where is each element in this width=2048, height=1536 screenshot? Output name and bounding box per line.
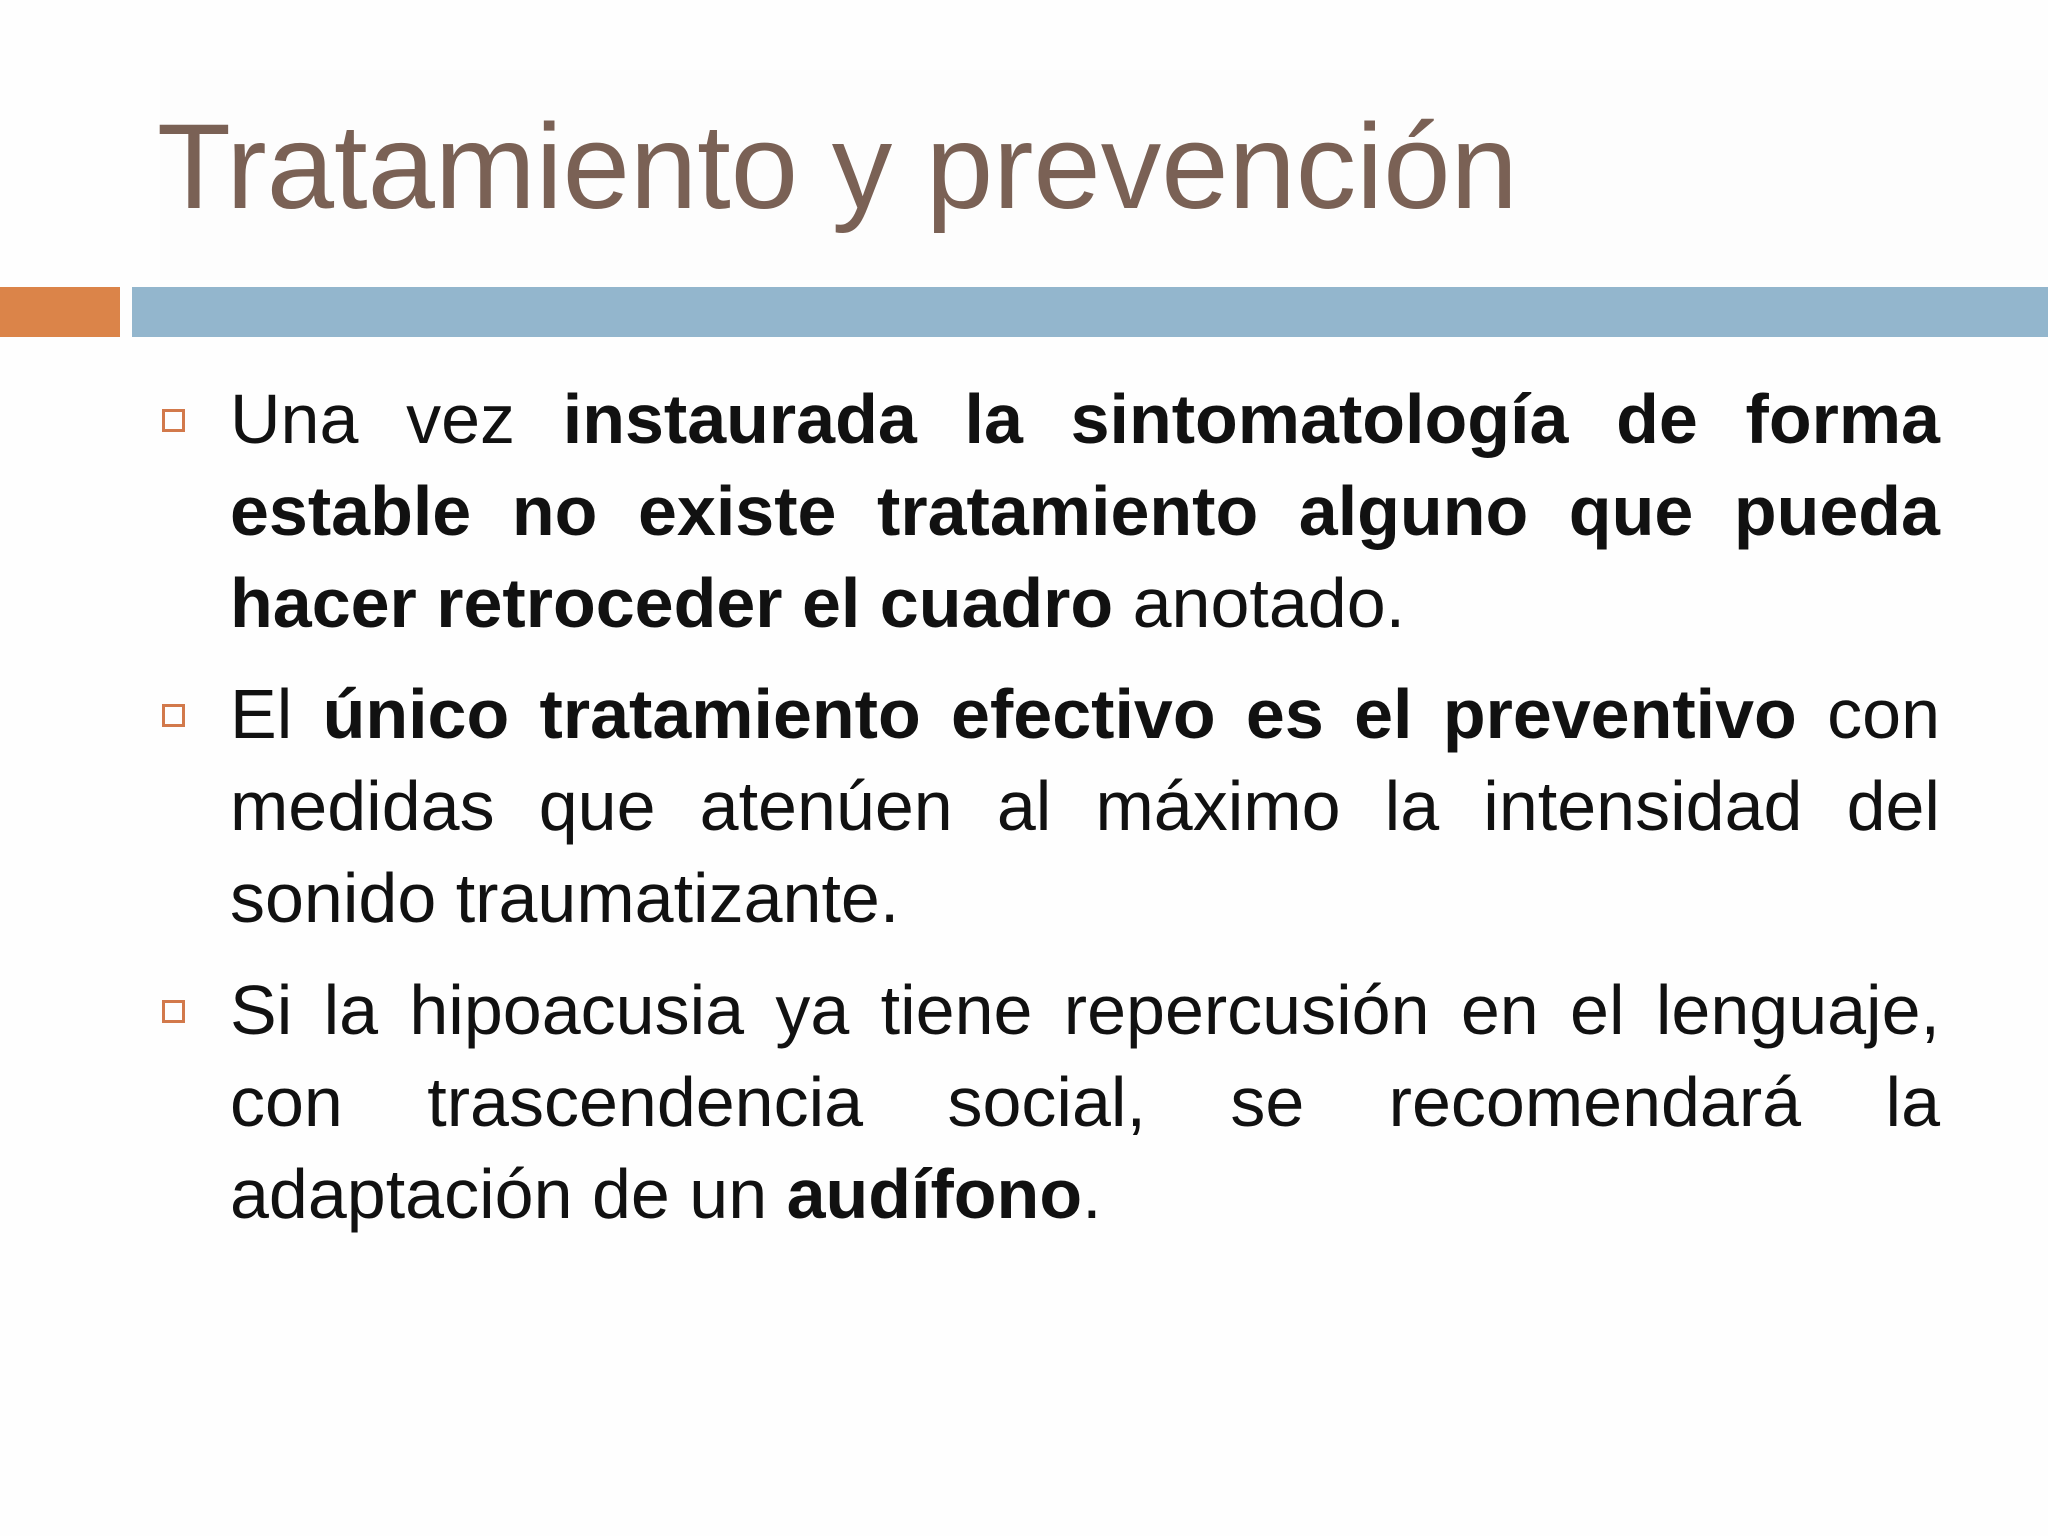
bullet-item [230,373,1940,649]
accent-bar-orange [0,287,120,337]
bullet-text-run-bold: audífono [786,1155,1083,1233]
slide-title: Tratamiento y prevención [157,98,1518,234]
bullet-text-run-bold: único tratamiento efectivo es el preventivo [322,675,1797,753]
bullet-text-run: Una vez [230,380,563,458]
bullet-text-run-bold: instaurada la sintomatología de forma estable no existe tratamiento alguno que pueda hacer retroceder el cuadro [230,380,1940,642]
hollow-square-bullet-icon [162,704,185,727]
bullet-text-run: Si la hipoacusia ya tiene repercusión en el lenguaje, con trascendencia social, se recomendará la adaptación de un [230,971,1940,1233]
accent-bar-blue [132,287,2048,337]
bullet-item [230,668,1940,944]
hollow-square-bullet-icon [162,1000,185,1023]
bullet-text-run: anotado. [1113,564,1406,642]
bullet-item [230,964,1940,1240]
bullet-text-run: con medidas que atenúen al máximo la intensidad del sonido traumatizante. [230,675,1940,937]
bullet-text-run: El [230,675,323,753]
bullet-text-run: . [1082,1155,1102,1233]
hollow-square-bullet-icon [162,409,185,432]
